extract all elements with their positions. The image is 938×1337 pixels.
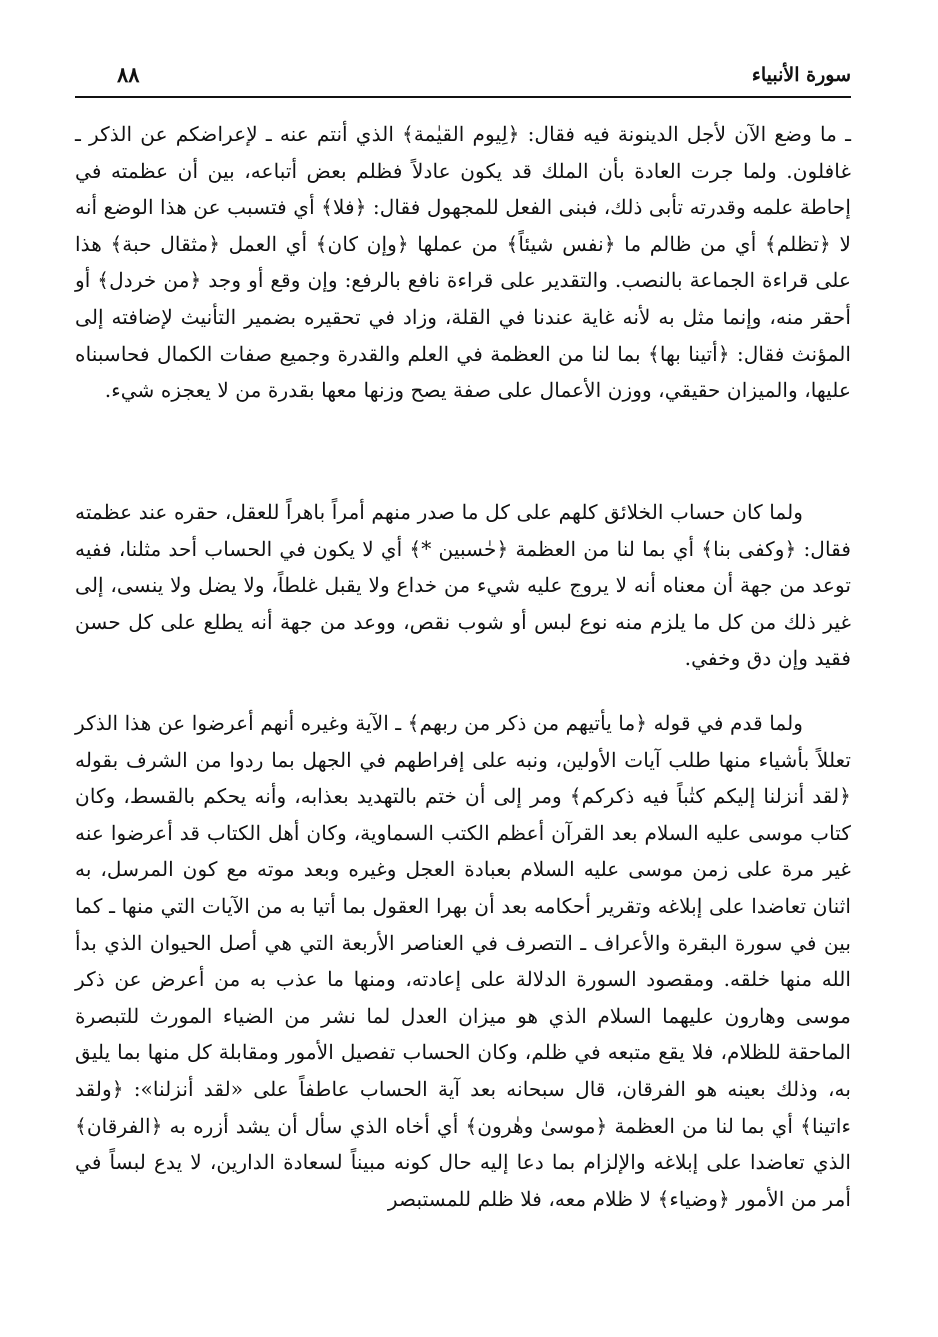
paragraph-text: ولما قدم في قوله ﴿ما يأتيهم من ذكر من ربهم﴾ ـ الآية وغيره أنهم أعرضوا عن هذا الذكر تعللاً بأشياء منها طلب آيات الأولين، ونبه على إفراطهم في الجهل بما ردوا من الشرف بقوله ﴿لقد أنزلنا إليكم كتٰباً فيه ذكركم﴾ ومر إلى أن ختم بالتهديد بعذابه، وأنه يحكم بالقسط، وكان كتاب موسى عليه السلام بعد القرآن أعظم الكتب السماوية، وكان أهل الكتاب قد أعرضوا عنه غير مرة على زمن موسى عليه السلام بعبادة العجل وغيره وبعد موته مع كون المرسل، به اثنان تعاضدا على إبلاغه وتقرير أحكامه بعد أن بهرا العقول بما أتيا به من الآيات التي منها ـ كما بين في سورة البقرة والأعراف ـ التصرف في العناصر الأربعة التي هي أصل الحيوان الذي بدأ الله منها خلقه. ومقصود السورة الدلالة على إعادته، ومنها ما عذب به من أعرض عن ذكر موسى وهارون عليهما السلام الذي هو ميزان العدل لما نشر من الضياء المورث للتبصرة الماحقة للظلام، فلا يقع متبعه في ظلم، وكان الحساب تفصيل الأمور ومقابلة كل منها بما يليق به، وذلك بعينه هو الفرقان، قال سبحانه بعد آية الحساب عاطفاً على «لقد أنزلنا»: ﴿ولقد ءاتينا﴾ أي بما لنا من العظمة ﴿موسىٰ وهٰرون﴾ أي أخاه الذي سأل أن يشد أزره به ﴿الفرقان﴾ الذي تعاضدا على إبلاغه والإلزام بما دعا إليه حال كونه مبيناً لسعادة الدارين، لا يدع لبساً في أمر من الأمور ﴿وضياء﴾ لا ظلام معه، فلا ظلم للمستبصر <box>75 711 851 1211</box>
paragraph-text: ـ ما وضع الآن لأجل الدينونة فيه فقال: ﴿لِيوم القيٰمة﴾ الذي أنتم عنه ـ لإعراضكم عن الذكر ـ غافلون. ولما جرت العادة بأن الملك قد يكون عادلاً فظلم بعض أتباعه، بين أن عظمته في إحاطة علمه وقدرته تأبى ذلك، فبنى الفعل للمجهول فقال: ﴿فلا﴾ أي فتسبب عن هذا الوضع أنه لا ﴿تظلم﴾ أي من ظالم ما ﴿نفس شيئاً﴾ من عملها ﴿وإن كان﴾ أي العمل ﴿مثقال حبة﴾ هذا على قراءة الجماعة بالنصب. والتقدير على قراءة نافع بالرفع: وإن وقع أو وجد ﴿من خردل﴾ أو أحقر منه، وإنما مثل به لأنه غاية عندنا في القلة، وزاد في تحقيره بضمير التأنيث لإضافته إلى المؤنث فقال: ﴿أتينا بها﴾ بما لنا من العظمة في العلم والقدرة وجميع صفات الكمال فحاسبناه عليها، والميزان حقيقي، ووزن الأعمال على صفة يصح وزنها معها بقدرة من لا يعجزه شيء. <box>75 122 851 403</box>
body-paragraph-1 <box>75 116 851 409</box>
page-header <box>75 52 851 98</box>
surah-title: سورة الأنبياء <box>751 64 851 86</box>
page-number: ٨٨ <box>117 62 140 87</box>
body-paragraph-3 <box>75 705 851 1217</box>
paragraph-text: ولما كان حساب الخلائق كلهم على كل ما صدر منهم أمراً باهراً للعقل، حقره عند عظمته فقال: ﴿وكفى بنا﴾ أي بما لنا من العظمة ﴿حٰسبين *﴾ أي لا يكون في الحساب أحد مثلنا، ففيه توعد من جهة أن معناه أنه لا يروج عليه شيء من خداع ولا يقبل غلطاً، ولا يضل ولا ينسى، إلى غير ذلك من كل ما يلزم منه نوع لبس أو شوب نقص، ووعد من جهة أنه يطلع على كل حسن فقيد وإن دق وخفي. <box>75 500 851 671</box>
body-paragraph-2 <box>75 494 851 677</box>
